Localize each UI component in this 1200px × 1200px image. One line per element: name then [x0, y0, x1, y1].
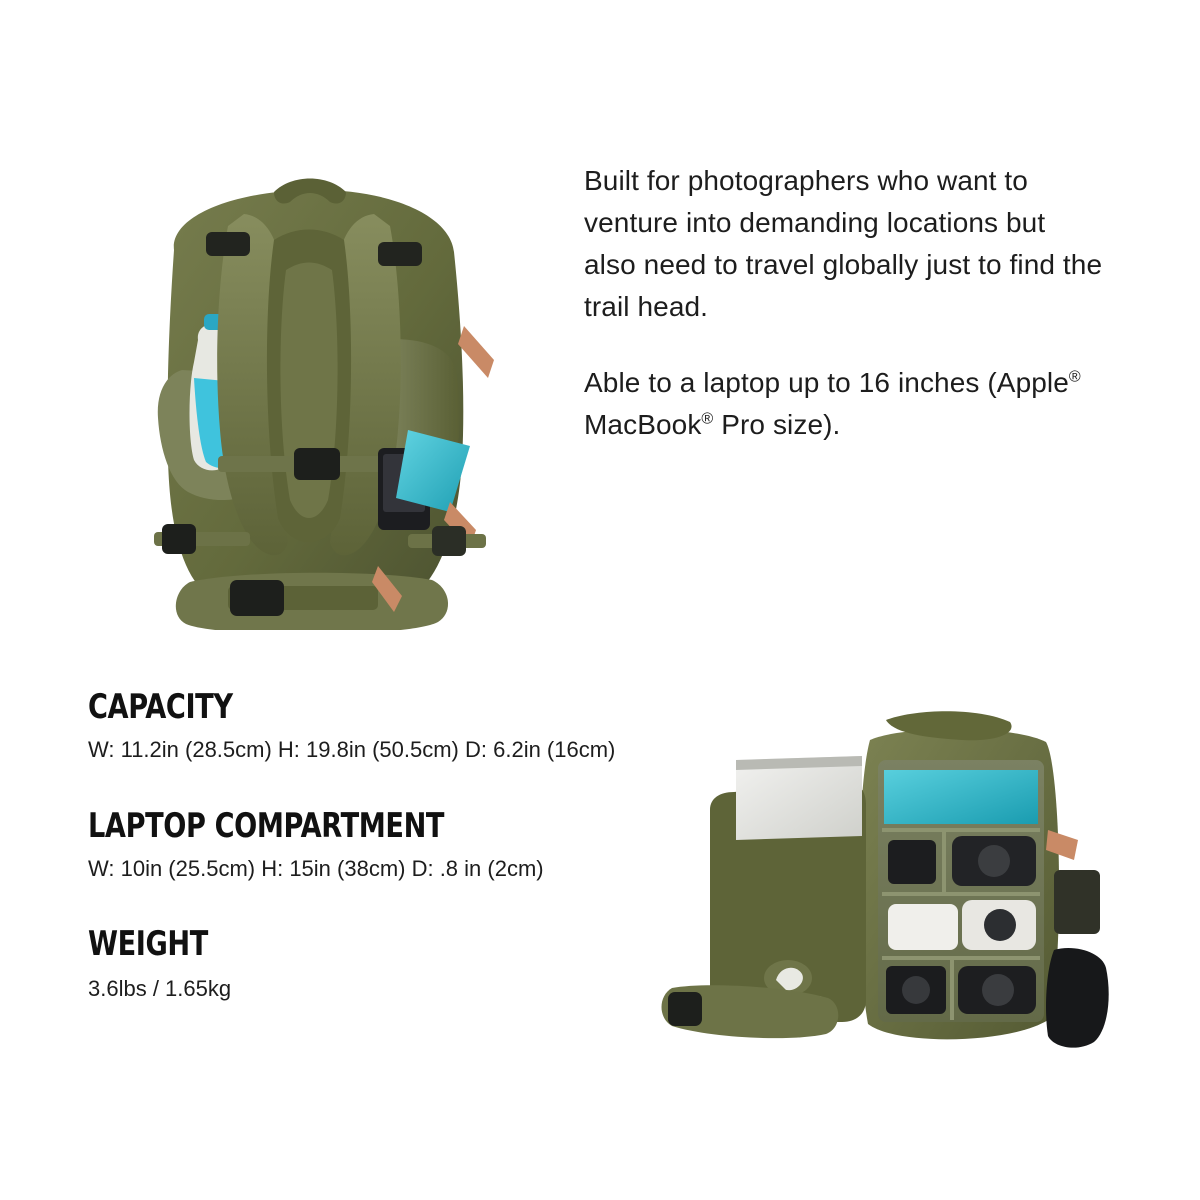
backpack-rear-view-photo — [78, 130, 548, 630]
copy-paragraph-1: Built for photographers who want to venture into demanding locations but also need to travel globally just to find the trail head. — [584, 165, 1103, 322]
spec-capacity-heading: CAPACITY — [88, 687, 233, 727]
top-clip-left — [206, 232, 250, 256]
gear-camera-lens — [902, 976, 930, 1004]
spec-laptop-compartment-value: W: 10in (25.5cm) H: 15in (38cm) D: .8 in (2cm) — [88, 855, 544, 881]
gear-lens-2-glass — [978, 845, 1010, 877]
top-clip-right — [378, 242, 422, 266]
registered-trademark-2: ® — [701, 410, 714, 428]
divider-vertical-1 — [942, 832, 946, 892]
gear-lens-3-glass — [982, 974, 1014, 1006]
open-hip-buckle — [668, 992, 702, 1026]
divider-horizontal-1 — [882, 828, 1040, 832]
spec-capacity-value: W: 11.2in (28.5cm) H: 19.8in (50.5cm) D: 6.2in (16cm) — [88, 737, 616, 762]
spec-capacity — [88, 687, 648, 765]
spec-weight-value: 3.6lbs / 1.65kg — [88, 976, 232, 1002]
divider-horizontal-2 — [882, 892, 1040, 896]
side-accessory-pouch — [1046, 948, 1109, 1048]
spec-weight-heading: WEIGHT — [88, 924, 208, 965]
zipper-pull-upper — [458, 326, 494, 378]
copy-paragraph-2-part1: Able to a laptop up to 16 inches (Apple — [584, 367, 1069, 398]
spec-weight — [88, 924, 648, 1004]
copy-paragraph-2-part2: MacBook — [584, 409, 702, 440]
spec-laptop-compartment-heading: LAPTOP COMPARTMENT — [88, 805, 445, 846]
copy-paragraph-2-part3: Pro size). — [713, 409, 841, 440]
registered-trademark-1: ® — [1068, 368, 1081, 386]
spec-laptop-compartment — [88, 805, 648, 884]
hip-belt-buckle — [230, 580, 284, 616]
teal-accessory-pouch — [884, 770, 1038, 824]
sternum-buckle — [294, 448, 340, 480]
compression-clip-right — [432, 526, 466, 556]
specifications-list — [88, 687, 648, 1004]
gear-lens-1 — [888, 840, 936, 884]
divider-vertical-2 — [950, 960, 954, 1020]
backpack-open-view-photo — [650, 700, 1150, 1100]
marketing-copy — [584, 160, 1104, 446]
gear-lens-white — [888, 904, 958, 950]
copy-paragraph-2 — [584, 362, 1104, 446]
side-strap-panel — [1054, 870, 1100, 934]
gear-lens-white-glass — [984, 909, 1016, 941]
compression-clip-left — [162, 524, 196, 554]
divider-horizontal-3 — [882, 956, 1040, 960]
